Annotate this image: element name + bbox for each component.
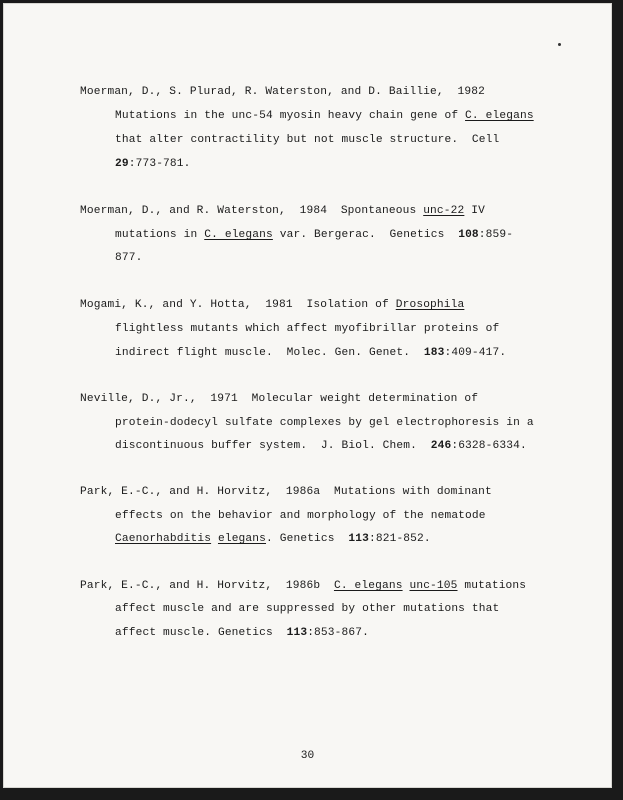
reference-moerman-1982-line-4: 29:773-781. xyxy=(115,158,191,170)
reference-moerman-1984-line-2: mutations in C. elegans var. Bergerac. Genetics 108:859- xyxy=(115,229,514,241)
reference-mogami-1981-line-3: indirect flight muscle. Molec. Gen. Genet. 183:409-417. xyxy=(115,347,507,359)
reference-moerman-1982-line-1: Moerman, D., S. Plurad, R. Waterston, and D. Baillie, 1982 xyxy=(80,86,485,98)
reference-moerman-1984-line-1: Moerman, D., and R. Waterston, 1984 Spontaneous unc-22 IV xyxy=(80,205,485,217)
reference-park-1986a-line-1: Park, E.-C., and H. Horvitz, 1986a Mutations with dominant xyxy=(80,486,492,498)
reference-park-1986b-line-2: affect muscle and are suppressed by other mutations that xyxy=(115,603,500,615)
speck-mark xyxy=(558,43,561,46)
reference-park-1986a-line-3: Caenorhabditis elegans. Genetics 113:821-852. xyxy=(115,533,431,545)
reference-neville-1971-line-3: discontinuous buffer system. J. Biol. Chem. 246:6328-6334. xyxy=(115,440,527,452)
page xyxy=(3,3,612,788)
reference-mogami-1981-line-1: Mogami, K., and Y. Hotta, 1981 Isolation of Drosophila xyxy=(80,299,465,311)
reference-mogami-1981-line-2: flightless mutants which affect myofibrillar proteins of xyxy=(115,323,500,335)
page-number: 30 xyxy=(300,750,315,762)
reference-moerman-1982-line-3: that alter contractility but not muscle structure. Cell xyxy=(115,134,500,146)
reference-park-1986a-line-2: effects on the behavior and morphology of the nematode xyxy=(115,510,486,522)
reference-park-1986b-line-3: affect muscle. Genetics 113:853-867. xyxy=(115,627,369,639)
reference-neville-1971-line-1: Neville, D., Jr., 1971 Molecular weight determination of xyxy=(80,393,479,405)
reference-neville-1971-line-2: protein-dodecyl sulfate complexes by gel electrophoresis in a xyxy=(115,417,534,429)
reference-park-1986b-line-1: Park, E.-C., and H. Horvitz, 1986b C. elegans unc-105 mutations xyxy=(80,580,527,592)
reference-moerman-1982-line-2: Mutations in the unc-54 myosin heavy chain gene of C. elegans xyxy=(115,110,534,122)
reference-moerman-1984-line-3: 877. xyxy=(115,252,143,264)
